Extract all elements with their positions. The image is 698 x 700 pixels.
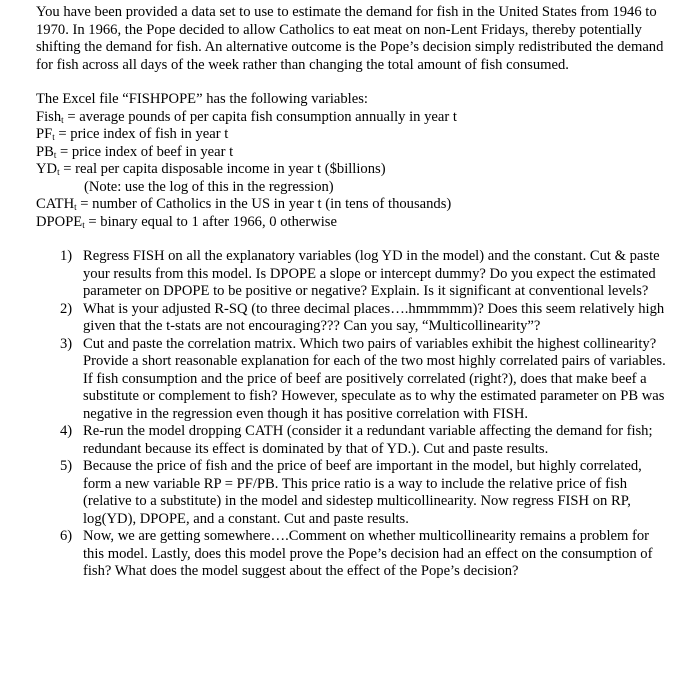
question-text: Cut and paste the correlation matrix. Which two pairs of variables exhibit the highest collinearity? Provide a short reasonable explanation for each of the two most highly correlated pairs of variables. If fish consumption and the price of beef are positively correlated (right?), does that make beef a substitute or complement to fish? However, speculate as to why the estimated parameter on PB was negative in the regression even though it has positive correlation with FISH. bbox=[83, 335, 666, 422]
question-text: What is your adjusted R-SQ (to three decimal places….hmmmmm)? Does this seem relatively high given that the t-stats are not encouraging??? Can you say, “Multicollinearity”? bbox=[83, 300, 665, 334]
question-number: 3) bbox=[60, 335, 73, 352]
question-text: Regress FISH on all the explanatory variables (log YD in the model) and the constant. Cut & paste your results from this model. Is DPOPE a slope or intercept dummy? Do you expect the estimated parameter on DPOPE to be positive or negative? Explain. Is it significant at conventional levels? bbox=[83, 248, 660, 299]
assignment-document bbox=[36, 4, 676, 581]
variable-subscript: t bbox=[82, 219, 85, 230]
intro-section bbox=[36, 4, 676, 74]
question-number: 5) bbox=[60, 458, 73, 474]
variable-dpope bbox=[36, 214, 676, 232]
question-1 bbox=[60, 248, 670, 301]
question-number: 1) bbox=[60, 248, 73, 264]
question-text: Now, we are getting somewhere….Comment on whether multicollinearity remains a problem for this model. Lastly, does this model prove the Pope’s decision had an effect on the consumption of fish? What does the model suggest about the effect of the Pope’s decision? bbox=[83, 528, 653, 579]
spacer bbox=[36, 74, 676, 91]
question-5 bbox=[60, 458, 670, 528]
variable-description: = price index of fish in year t bbox=[54, 126, 229, 142]
variable-name: PF bbox=[36, 126, 53, 142]
question-text: Because the price of fish and the price of beef are important in the model, but highly correlated, form a new variable RP = PF/PB. This price ratio is a way to include the relative price of fish (relative to a substitute) in the model and sidestep multicollinearity. Now regress FISH on RP, log(YD), DPOPE, and a constant. Cut and paste results. bbox=[83, 458, 642, 527]
variable-name: PB bbox=[36, 143, 54, 160]
question-text: Re-run the model dropping CATH (consider it a redundant variable affecting the demand for fish; redundant because its effect is dominated by that of YD.). Cut and paste results. bbox=[83, 423, 653, 457]
question-number: 2) bbox=[60, 300, 73, 317]
variable-description: = price index of beef in year t bbox=[56, 143, 234, 160]
variable-yd bbox=[36, 161, 676, 179]
question-4 bbox=[60, 423, 670, 458]
question-3 bbox=[60, 336, 670, 424]
intro-paragraph: You have been provided a data set to use to estimate the demand for fish in the United States from 1946 to 1970. In 1966, the Pope decided to allow Catholics to eat meat on non-Lent Fridays, thereby potentially shifting the demand for fish. An alternative outcome is the Pope’s decision simply redistributed the demand for fish across all days of the week rather than changing the total amount of fish consumed. bbox=[36, 4, 664, 73]
question-6 bbox=[60, 528, 670, 581]
variable-fish bbox=[36, 109, 676, 127]
question-number: 6) bbox=[60, 528, 73, 544]
variable-description: = average pounds of per capita fish consumption annually in year t bbox=[63, 108, 457, 125]
variable-name: CATH bbox=[36, 196, 75, 212]
variable-pb bbox=[36, 144, 676, 162]
variable-description: = binary equal to 1 after 1966, 0 otherwise bbox=[84, 213, 337, 230]
question-2 bbox=[60, 301, 670, 336]
variable-name: YD bbox=[36, 161, 58, 177]
question-number: 4) bbox=[60, 423, 73, 439]
questions-list bbox=[60, 248, 670, 581]
variable-description: = real per capita disposable income in year t ($billions) bbox=[59, 161, 386, 177]
variables-heading: The Excel file “FISHPOPE” has the following variables: bbox=[36, 91, 368, 107]
variables-note: (Note: use the log of this in the regression) bbox=[84, 178, 334, 195]
variable-subscript: t bbox=[53, 149, 57, 160]
variable-subscript: t bbox=[74, 202, 77, 212]
variable-pf bbox=[36, 126, 676, 144]
variable-subscript: t bbox=[57, 167, 60, 177]
variables-section bbox=[36, 91, 676, 231]
variable-cath bbox=[36, 196, 676, 214]
variable-subscript: t bbox=[61, 114, 64, 125]
variable-name: DPOPE bbox=[36, 213, 83, 230]
variable-subscript: t bbox=[52, 132, 55, 142]
variable-name: Fish bbox=[36, 108, 62, 125]
variable-description: = number of Catholics in the US in year t (in tens of thousands) bbox=[76, 196, 452, 212]
